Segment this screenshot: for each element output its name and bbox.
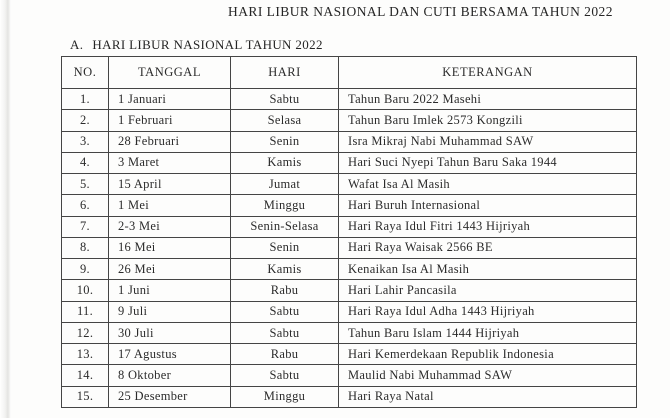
page-edge-shadow: [0, 0, 11, 418]
cell-tanggal: 17 Agustus: [109, 344, 231, 365]
cell-keterangan: Hari Buruh Internasional: [339, 195, 637, 216]
cell-no: 15.: [62, 386, 109, 407]
cell-tanggal: 1 Januari: [109, 89, 231, 110]
cell-hari: Sabtu: [231, 322, 339, 343]
table-row: [62, 344, 637, 365]
cell-no: 5.: [62, 174, 109, 195]
cell-hari: Sabtu: [231, 365, 339, 386]
cell-hari: Sabtu: [231, 301, 339, 322]
cell-hari: Selasa: [231, 110, 339, 131]
section-heading: [70, 37, 323, 53]
cell-no: 12.: [62, 322, 109, 343]
cell-keterangan: Hari Suci Nyepi Tahun Baru Saka 1944: [339, 152, 637, 173]
cell-keterangan: Hari Raya Natal: [339, 386, 637, 407]
cell-no: 14.: [62, 365, 109, 386]
cell-tanggal: 1 Juni: [109, 280, 231, 301]
table-row: [62, 365, 637, 386]
cell-no: 8.: [62, 237, 109, 258]
cell-keterangan: Kenaikan Isa Al Masih: [339, 259, 637, 280]
cell-keterangan: Tahun Baru Islam 1444 Hijriyah: [339, 322, 637, 343]
table-row: [62, 131, 637, 152]
cell-keterangan: Isra Mikraj Nabi Muhammad SAW: [339, 131, 637, 152]
cell-tanggal: 16 Mei: [109, 237, 231, 258]
cell-tanggal: 8 Oktober: [109, 365, 231, 386]
cell-tanggal: 1 Februari: [109, 110, 231, 131]
cell-hari: Kamis: [231, 259, 339, 280]
cell-no: 13.: [62, 344, 109, 365]
cell-hari: Rabu: [231, 344, 339, 365]
cell-no: 4.: [62, 152, 109, 173]
cell-no: 9.: [62, 259, 109, 280]
table-row: [62, 89, 637, 110]
cell-no: 1.: [62, 89, 109, 110]
cell-no: 3.: [62, 131, 109, 152]
section-label: HARI LIBUR NASIONAL TAHUN 2022: [92, 37, 323, 52]
cell-hari: Senin: [231, 131, 339, 152]
cell-hari: Sabtu: [231, 89, 339, 110]
cell-keterangan: Tahun Baru Imlek 2573 Kongzili: [339, 110, 637, 131]
cell-keterangan: Tahun Baru 2022 Masehi: [339, 89, 637, 110]
cell-no: 11.: [62, 301, 109, 322]
table-row: [62, 322, 637, 343]
cell-tanggal: 2-3 Mei: [109, 216, 231, 237]
table-row: [62, 386, 637, 407]
header-row: [62, 57, 637, 89]
table-body: [62, 89, 637, 408]
holiday-table: [61, 56, 637, 408]
document-title: HARI LIBUR NASIONAL DAN CUTI BERSAMA TAHUN 2022: [228, 4, 613, 19]
cell-hari: Senin: [231, 237, 339, 258]
table-row: [62, 174, 637, 195]
holiday-table-container: [61, 56, 636, 408]
cell-keterangan: Maulid Nabi Muhammad SAW: [339, 365, 637, 386]
cell-hari: Minggu: [231, 195, 339, 216]
col-header-tanggal: TANGGAL: [109, 57, 231, 89]
cell-no: 7.: [62, 216, 109, 237]
cell-tanggal: 3 Maret: [109, 152, 231, 173]
cell-tanggal: 9 Juli: [109, 301, 231, 322]
cell-keterangan: Hari Kemerdekaan Republik Indonesia: [339, 344, 637, 365]
table-row: [62, 259, 637, 280]
col-header-hari: HARI: [231, 57, 339, 89]
table-row: [62, 301, 637, 322]
cell-hari: Minggu: [231, 386, 339, 407]
table-row: [62, 216, 637, 237]
cell-no: 6.: [62, 195, 109, 216]
cell-tanggal: 30 Juli: [109, 322, 231, 343]
cell-keterangan: Hari Raya Idul Adha 1443 Hijriyah: [339, 301, 637, 322]
table-row: [62, 195, 637, 216]
cell-hari: Kamis: [231, 152, 339, 173]
col-header-keterangan: KETERANGAN: [339, 57, 637, 89]
cell-keterangan: Hari Raya Idul Fitri 1443 Hijriyah: [339, 216, 637, 237]
cell-tanggal: 26 Mei: [109, 259, 231, 280]
cell-no: 2.: [62, 110, 109, 131]
cell-keterangan: Hari Raya Waisak 2566 BE: [339, 237, 637, 258]
table-row: [62, 152, 637, 173]
cell-keterangan: Wafat Isa Al Masih: [339, 174, 637, 195]
cell-hari: Rabu: [231, 280, 339, 301]
cell-keterangan: Hari Lahir Pancasila: [339, 280, 637, 301]
col-header-no: NO.: [62, 57, 109, 89]
table-row: [62, 110, 637, 131]
cell-tanggal: 25 Desember: [109, 386, 231, 407]
table-header: [62, 57, 637, 89]
cell-no: 10.: [62, 280, 109, 301]
cell-tanggal: 15 April: [109, 174, 231, 195]
cell-hari: Jumat: [231, 174, 339, 195]
cell-tanggal: 28 Februari: [109, 131, 231, 152]
cell-tanggal: 1 Mei: [109, 195, 231, 216]
cell-hari: Senin-Selasa: [231, 216, 339, 237]
table-row: [62, 280, 637, 301]
table-row: [62, 237, 637, 258]
section-letter: A.: [70, 37, 84, 52]
